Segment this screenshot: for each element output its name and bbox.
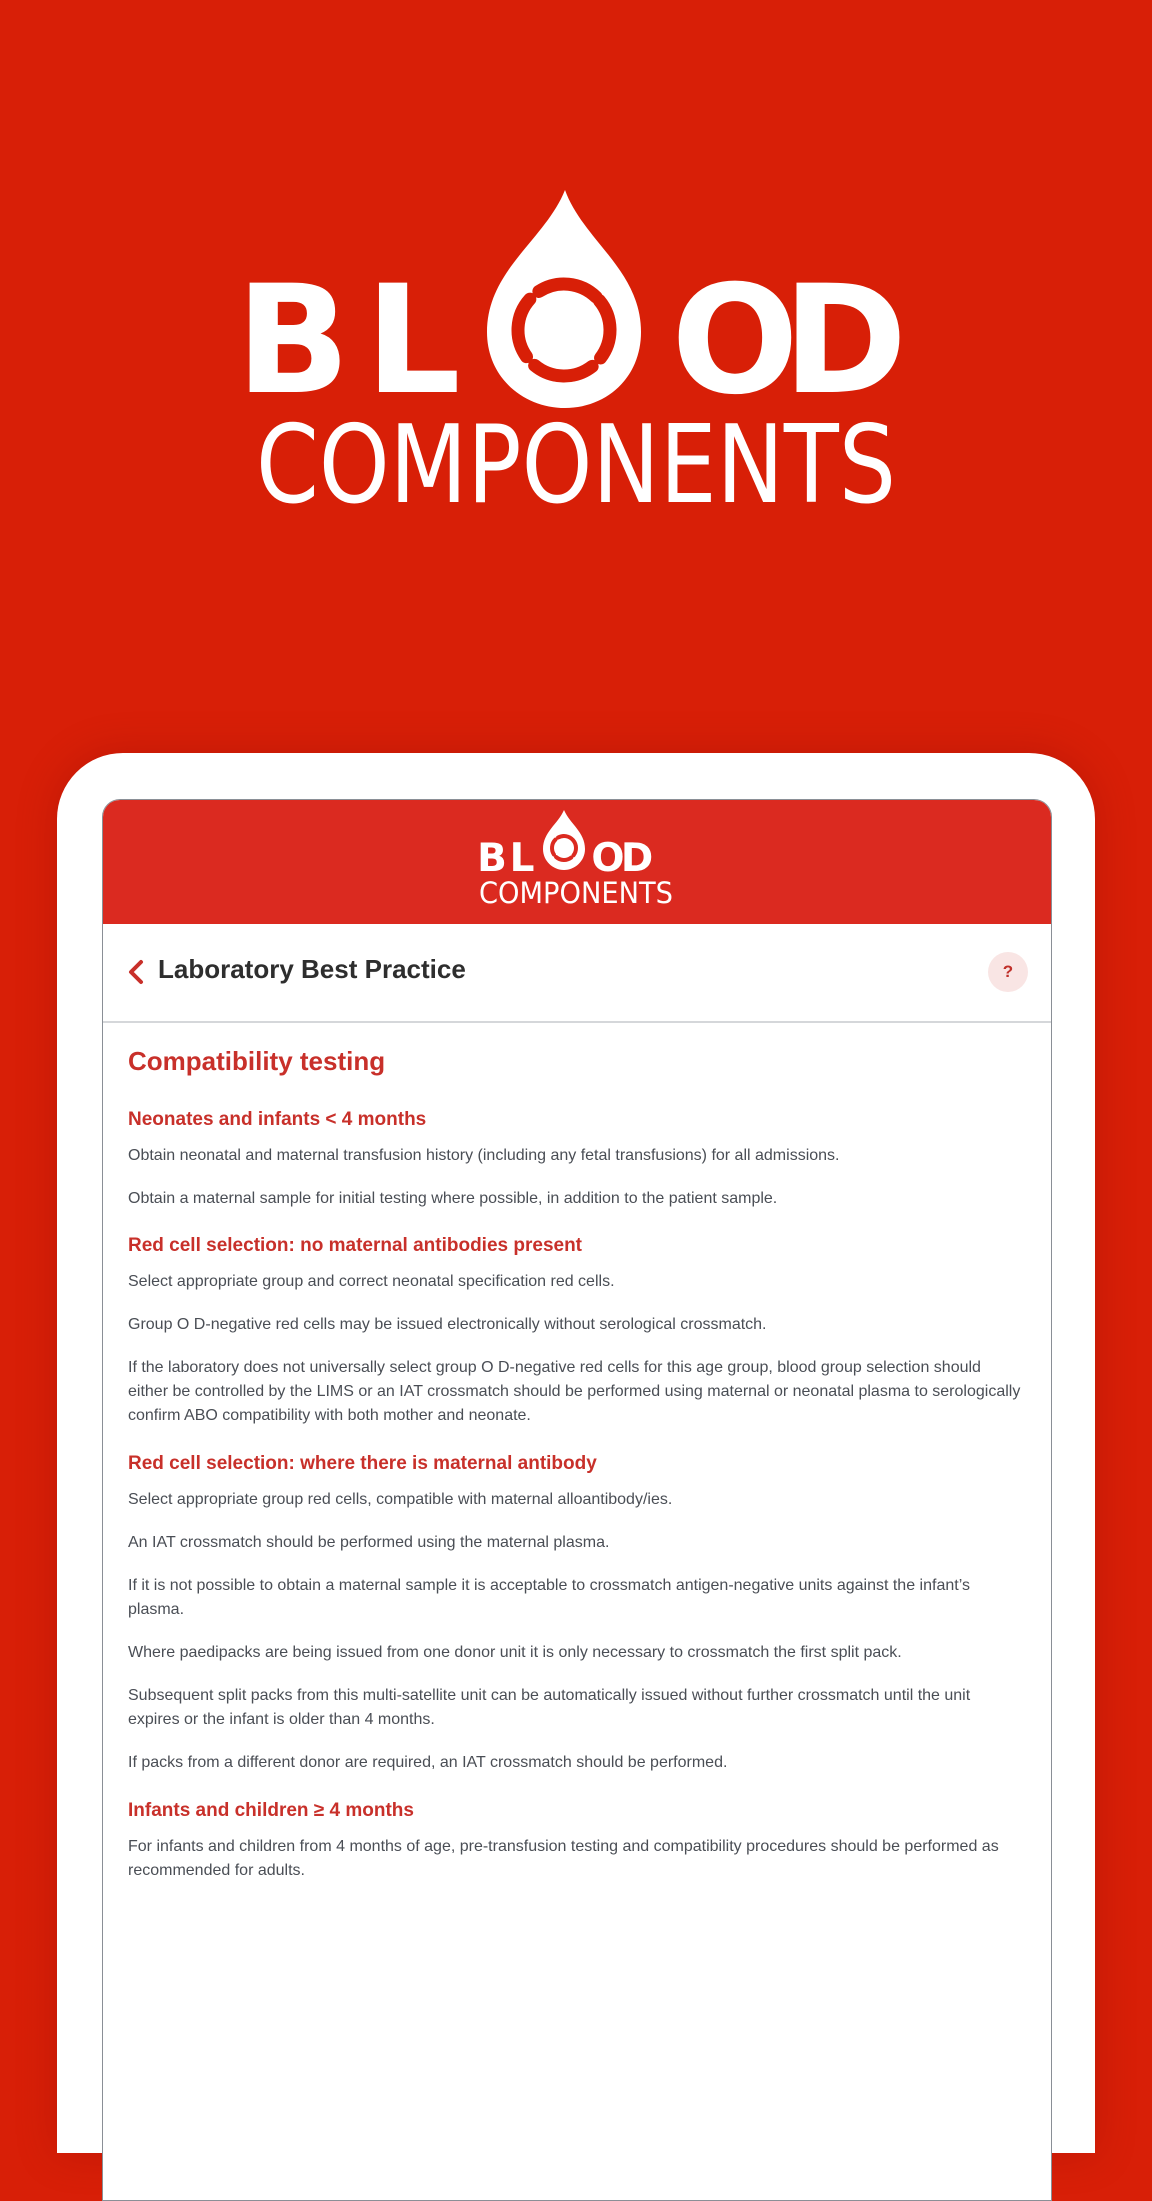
paragraph: Group O D-negative red cells may be issued electronically without serological crossmatch. [128,1316,767,1333]
paragraph: Select appropriate group red cells, compatible with maternal alloantibody/ies. [128,1491,673,1508]
paragraph: Where paedipacks are being issued from one donor unit it is only necessary to crossmatch the first split pack. [128,1644,902,1661]
page-title: Laboratory Best Practice [158,954,466,984]
app-header-logo [103,800,1051,924]
header-logo-subtitle: COMPONENTS [479,876,673,910]
paragraph: If it is not possible to obtain a maternal sample it is acceptable to crossmatch antigen-negative units against the infant’s plasma. [128,1577,970,1618]
hero-logo-letter-b: B [235,254,351,428]
section-heading-no-antibodies: Red cell selection: no maternal antibodies present [128,1235,583,1256]
paragraph: For infants and children from 4 months of age, pre-transfusion testing and compatibility procedures should be performed as recommended for adults. [128,1838,999,1879]
section-heading-neonates: Neonates and infants < 4 months [128,1109,427,1130]
paragraph: If packs from a different donor are required, an IAT crossmatch should be performed. [128,1754,728,1771]
paragraph: Obtain a maternal sample for initial testing where possible, in addition to the patient sample. [128,1190,778,1207]
tablet-frame [57,753,1095,2153]
nav-bar [103,924,1051,1023]
paragraph: Subsequent split packs from this multi-satellite unit can be automatically issued without further crossmatch until the unit expires or the infant is older than 4 months. [128,1687,971,1728]
chevron-left-icon [126,959,146,985]
content-title: Compatibility testing [128,1046,386,1076]
header-logo-letter-l: L [509,836,535,881]
paragraph: If the laboratory does not universally select group O D-negative red cells for this age group, blood group selection should either be controlled by the LIMS or an IAT crossmatch should be performed using maternal or neonatal plasma to serologically confirm ABO compatibility with both mother and neonate. [128,1359,1021,1424]
app-screen [102,799,1052,2201]
paragraph: An IAT crossmatch should be performed using the maternal plasma. [128,1534,610,1551]
hero-logo-letter-o: O [671,254,799,428]
hero-logo-subtitle: COMPONENTS [256,403,896,528]
hero-logo-letter-d: D [782,254,908,428]
header-logo-letter-o: O [591,836,625,881]
back-button[interactable] [117,950,155,994]
hero-logo [0,0,1152,620]
app-header [103,800,1051,924]
header-blood-drop-icon [543,810,585,870]
header-logo-letter-b: B [477,836,507,881]
section-heading-maternal-antibody: Red cell selection: where there is maternal antibody [128,1453,597,1474]
paragraph: Obtain neonatal and maternal transfusion history (including any fetal transfusions) for all admissions. [128,1147,840,1164]
paragraph: Select appropriate group and correct neonatal specification red cells. [128,1273,615,1290]
hero-logo-letter-l: L [365,254,461,428]
help-button[interactable]: ? [988,952,1028,992]
section-heading-over-4-months: Infants and children ≥ 4 months [128,1800,414,1821]
blood-drop-icon [487,190,641,408]
header-logo-letter-d: D [620,836,654,881]
